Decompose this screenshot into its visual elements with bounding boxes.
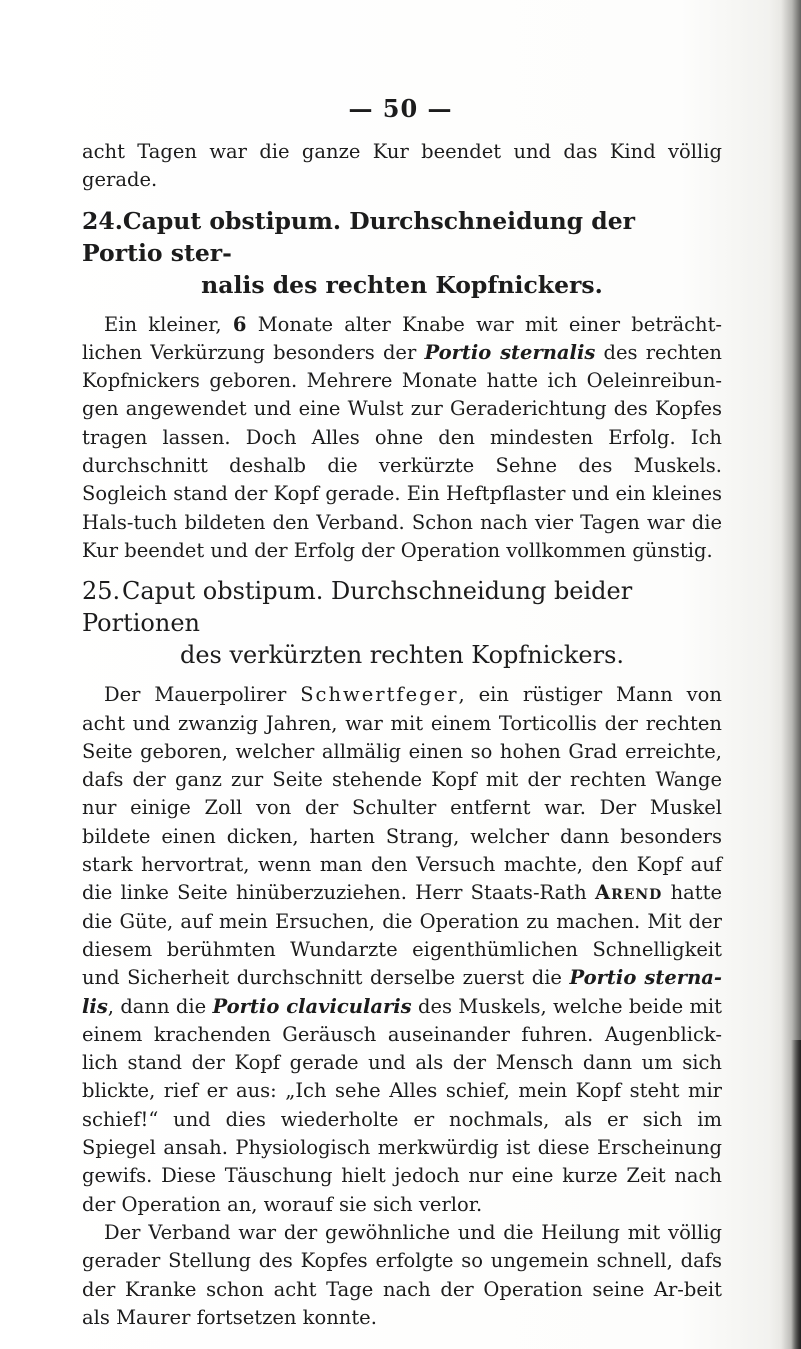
case-24-text-a: Ein kleiner, (104, 312, 233, 336)
case-24-latin-term: Portio sternalis (424, 340, 596, 364)
case-25-latin-term-2: Portio clavicularis (212, 994, 412, 1018)
case-24-paragraph (82, 311, 722, 566)
case-25-paragraph-2: Der Verband war der gewöhnliche und die Heilung mit völlig gerader Stellung des Kopfes erfolgte so ungemein schnell, dafs der Kranke schon acht Tage nach der Operation seine Ar-beit als Maurer fortsetzen konnte. (82, 1220, 722, 1329)
case-25-number: 25. (82, 577, 121, 606)
case-25-heading (82, 575, 722, 671)
case-25-text-b: , ein rüstiger Mann von acht und zwanzig Jahren, war mit einem Torticollis der rechten Seite geboren, welcher allmälig einen so hohen Grad erreichte, dafs der ganz zur Seite stehende Kopf mit der rechten Wange nur einige Zoll von der Schulter entfernt war. Der Muskel bildete einen dicken, harten Strang, welcher dann besonders stark hervortrat, wenn man den Versuch machte, den Kopf auf die linke Seite hinüberzuziehen. Herr Staats-Rath (82, 683, 722, 905)
case-25-text-d: , dann die (107, 994, 213, 1018)
case-24-age: 6 (232, 312, 247, 336)
case-25-latin-term-1: Portio sterna-lis (82, 966, 722, 1018)
case-25-title-line1: Caput obstipum. Durchschneidung beider Portionen (82, 577, 633, 638)
case-25-surgeon-name: Arend (594, 881, 663, 905)
body-text (82, 138, 722, 1332)
case-24-heading (82, 205, 722, 301)
case-24-text-c: Monate alter Knabe war mit einer beträcht-lichen Verkürzung besonders der (82, 312, 723, 364)
case-25-text-a: Der Mauerpolirer (104, 683, 301, 707)
case-24-text-d: des rechten Kopfnickers geboren. Mehrere Monate hatte ich Oeleinreibun-gen angewendet und eine Wulst zur Geraderichtung des Kopfes tragen lassen. Doch Alles ohne den mindesten Erfolg. Ich durchschnitt deshalb die verkürzte Sehne des Muskels. Sogleich stand der Kopf gerade. Ein Heftpflaster und ein kleines Hals-tuch bildeten den Verband. Schon nach vier Tagen war die Kur beendet und der Erfolg der Operation vollkommen günstig. (82, 340, 722, 562)
case-25-text-c: hatte die Güte, auf mein Ersuchen, die Operation zu machen. Mit der diesem berühmten Wundarzte eigenthümlichen Schnelligkeit und Sicherheit durchschnitt derselbe zuerst die (82, 881, 722, 990)
page-number: — 50 — (348, 94, 453, 123)
case-24-title-line2: nalis des rechten Kopfnickers. (201, 270, 603, 299)
page-edge-dark (791, 1040, 801, 1349)
case-25-patient-name: Schwertfeger (300, 683, 459, 707)
case-25-paragraph-1 (82, 681, 722, 1219)
case-25-text-e: des Muskels, welche beide mit einem krachenden Geräusch auseinander fuhren. Augenblick-lich stand der Kopf gerade und als der Mensch dann um sich blickte, rief er aus: „Ich sehe Alles schief, mein Kopf steht mir schief!“ und dies wiederholte er nochmals, als er sich im Spiegel ansah. Physiologisch merkwürdig ist diese Erscheinung gewifs. Diese Täuschung hielt jedoch nur eine kurze Zeit nach der Operation an, worauf sie sich verlor. (82, 994, 723, 1216)
case-25-title-line2: des verkürzten rechten Kopfnickers. (179, 641, 625, 670)
intro-paragraph: acht Tagen war die ganze Kur beendet und das Kind völlig gerade. (82, 140, 722, 192)
case-24-title-line1: Caput obstipum. Durchschneidung der Portio ster- (82, 206, 636, 267)
case-24-number: 24. (82, 206, 123, 235)
